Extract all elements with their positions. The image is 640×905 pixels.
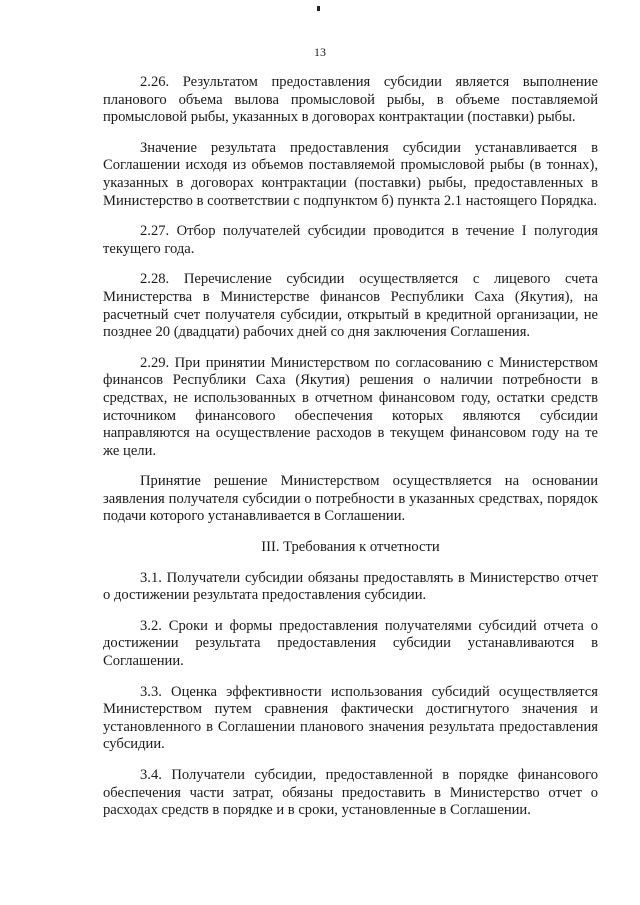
scan-mark xyxy=(317,6,320,11)
paragraph-2-29: 2.29. При принятии Министерством по согласованию с Министерством финансов Республики Саха (Якутия) решения о наличии потребности в средствах, не использованных в отчетном финансовом году, остатки средств источником финансового обеспечения которых являются субсидии направляются на осуществление расходов в текущем финансовом году на те же цели. xyxy=(103,354,598,459)
paragraph-result-value: Значение результата предоставления субсидии устанавливается в Соглашении исходя из объемов поставляемой промысловой рыбы (в тоннах), указанных в договорах контрактации (поставки) рыбы, предоставленных в Министерство в соответствии с подпунктом б) пункта 2.1 настоящего Порядка. xyxy=(103,139,598,209)
paragraph-3-3: 3.3. Оценка эффективности использования субсидий осуществляется Министерством путем сравнения фактически достигнутого значения и установленного в Соглашении планового значения результата предоставления субсидии. xyxy=(103,683,598,753)
page-number: 13 xyxy=(314,45,326,59)
paragraph-3-2: 3.2. Сроки и формы предоставления получателями субсидий отчета о достижении результата предоставления субсидии устанавливаются в Соглашении. xyxy=(103,617,598,670)
paragraph-2-28: 2.28. Перечисление субсидии осуществляется с лицевого счета Министерства в Министерстве финансов Республики Саха (Якутия), на расчетный счет получателя субсидии, открытый в кредитной организации, не позднее 20 (двадцати) рабочих дней со дня заключения Соглашения. xyxy=(103,271,598,341)
paragraph-decision: Принятие решение Министерством осуществляется на основании заявления получателя субсидии о потребности в указанных средствах, порядок подачи которого устанавливается в Соглашении. xyxy=(103,473,598,525)
paragraph-2-26: 2.26. Результатом предоставления субсидии является выполнение планового объема вылова промысловой рыбы, в объеме поставляемой промысловой рыбы, указанных в договорах контрактации (поставки) рыбы. xyxy=(103,74,598,126)
document-body xyxy=(103,74,598,833)
section-heading-iii: III. Требования к отчетности xyxy=(261,539,440,556)
paragraph-3-4: 3.4. Получатели субсидии, предоставленной в порядке финансового обеспечения части затрат, обязаны предоставить в Министерство отчет о расходах средств в порядке и в сроки, установленные в Соглашении. xyxy=(103,767,598,819)
paragraph-3-1: 3.1. Получатели субсидии обязаны предоставлять в Министерство отчет о достижении результата предоставления субсидии. xyxy=(103,569,598,604)
paragraph-2-27: 2.27. Отбор получателей субсидии проводится в течение I полугодия текущего года. xyxy=(103,223,598,257)
